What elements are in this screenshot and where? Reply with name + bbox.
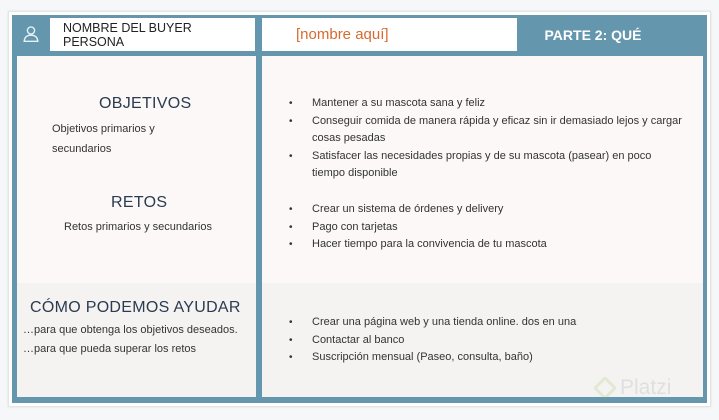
section-title-como-ayudar: CÓMO PODEMOS AYUDAR xyxy=(30,299,241,316)
retos-list xyxy=(262,201,682,254)
buyer-persona-name-label: NOMBRE DEL BUYER PERSONA xyxy=(50,18,255,51)
section-subtitle-retos: Retos primarios y secundarios xyxy=(64,221,212,233)
list-item: • Crear una página web y una tienda online. dos en una xyxy=(262,314,682,332)
user-icon xyxy=(12,15,50,52)
list-item: • Satisfacer las necesidades propias y de su mascota (pasear) en poco tiempo disponible xyxy=(262,148,682,183)
section-subtitle-como-ayudar: …para que obtenga los objetivos deseados. …para que pueda superar los retos xyxy=(23,324,238,355)
right-column xyxy=(262,56,703,397)
buyer-persona-name-field[interactable]: [nombre aquí] xyxy=(262,18,517,51)
section-subtitle-objetivos: Objetivos primarios y secundarios xyxy=(52,123,155,155)
list-item: • Hacer tiempo para la convivencia de tu mascota xyxy=(262,236,682,254)
section-title-retos: RETOS xyxy=(111,194,168,211)
objetivos-list xyxy=(262,95,682,183)
como-ayudar-list xyxy=(262,314,682,367)
section-title-objetivos: OBJETIVOS xyxy=(99,95,192,112)
list-item: • Suscripción mensual (Paseo, consulta, baño) xyxy=(262,349,682,367)
list-item: • Conseguir comida de manera rápida y eficaz sin ir demasiado lejos y cargar cosas pesadas xyxy=(262,113,682,148)
watermark-text: Platzi xyxy=(620,376,672,399)
platzi-logo-icon xyxy=(594,377,616,399)
left-column xyxy=(17,56,256,397)
list-item: • Mantener a su mascota sana y feliz xyxy=(262,95,682,113)
list-item: • Contactar al banco xyxy=(262,332,682,350)
list-item: • Crear un sistema de órdenes y delivery xyxy=(262,201,682,219)
part-label: PARTE 2: QUÉ xyxy=(544,26,642,43)
platzi-watermark xyxy=(594,376,671,400)
list-item: • Pago con tarjetas xyxy=(262,219,682,237)
